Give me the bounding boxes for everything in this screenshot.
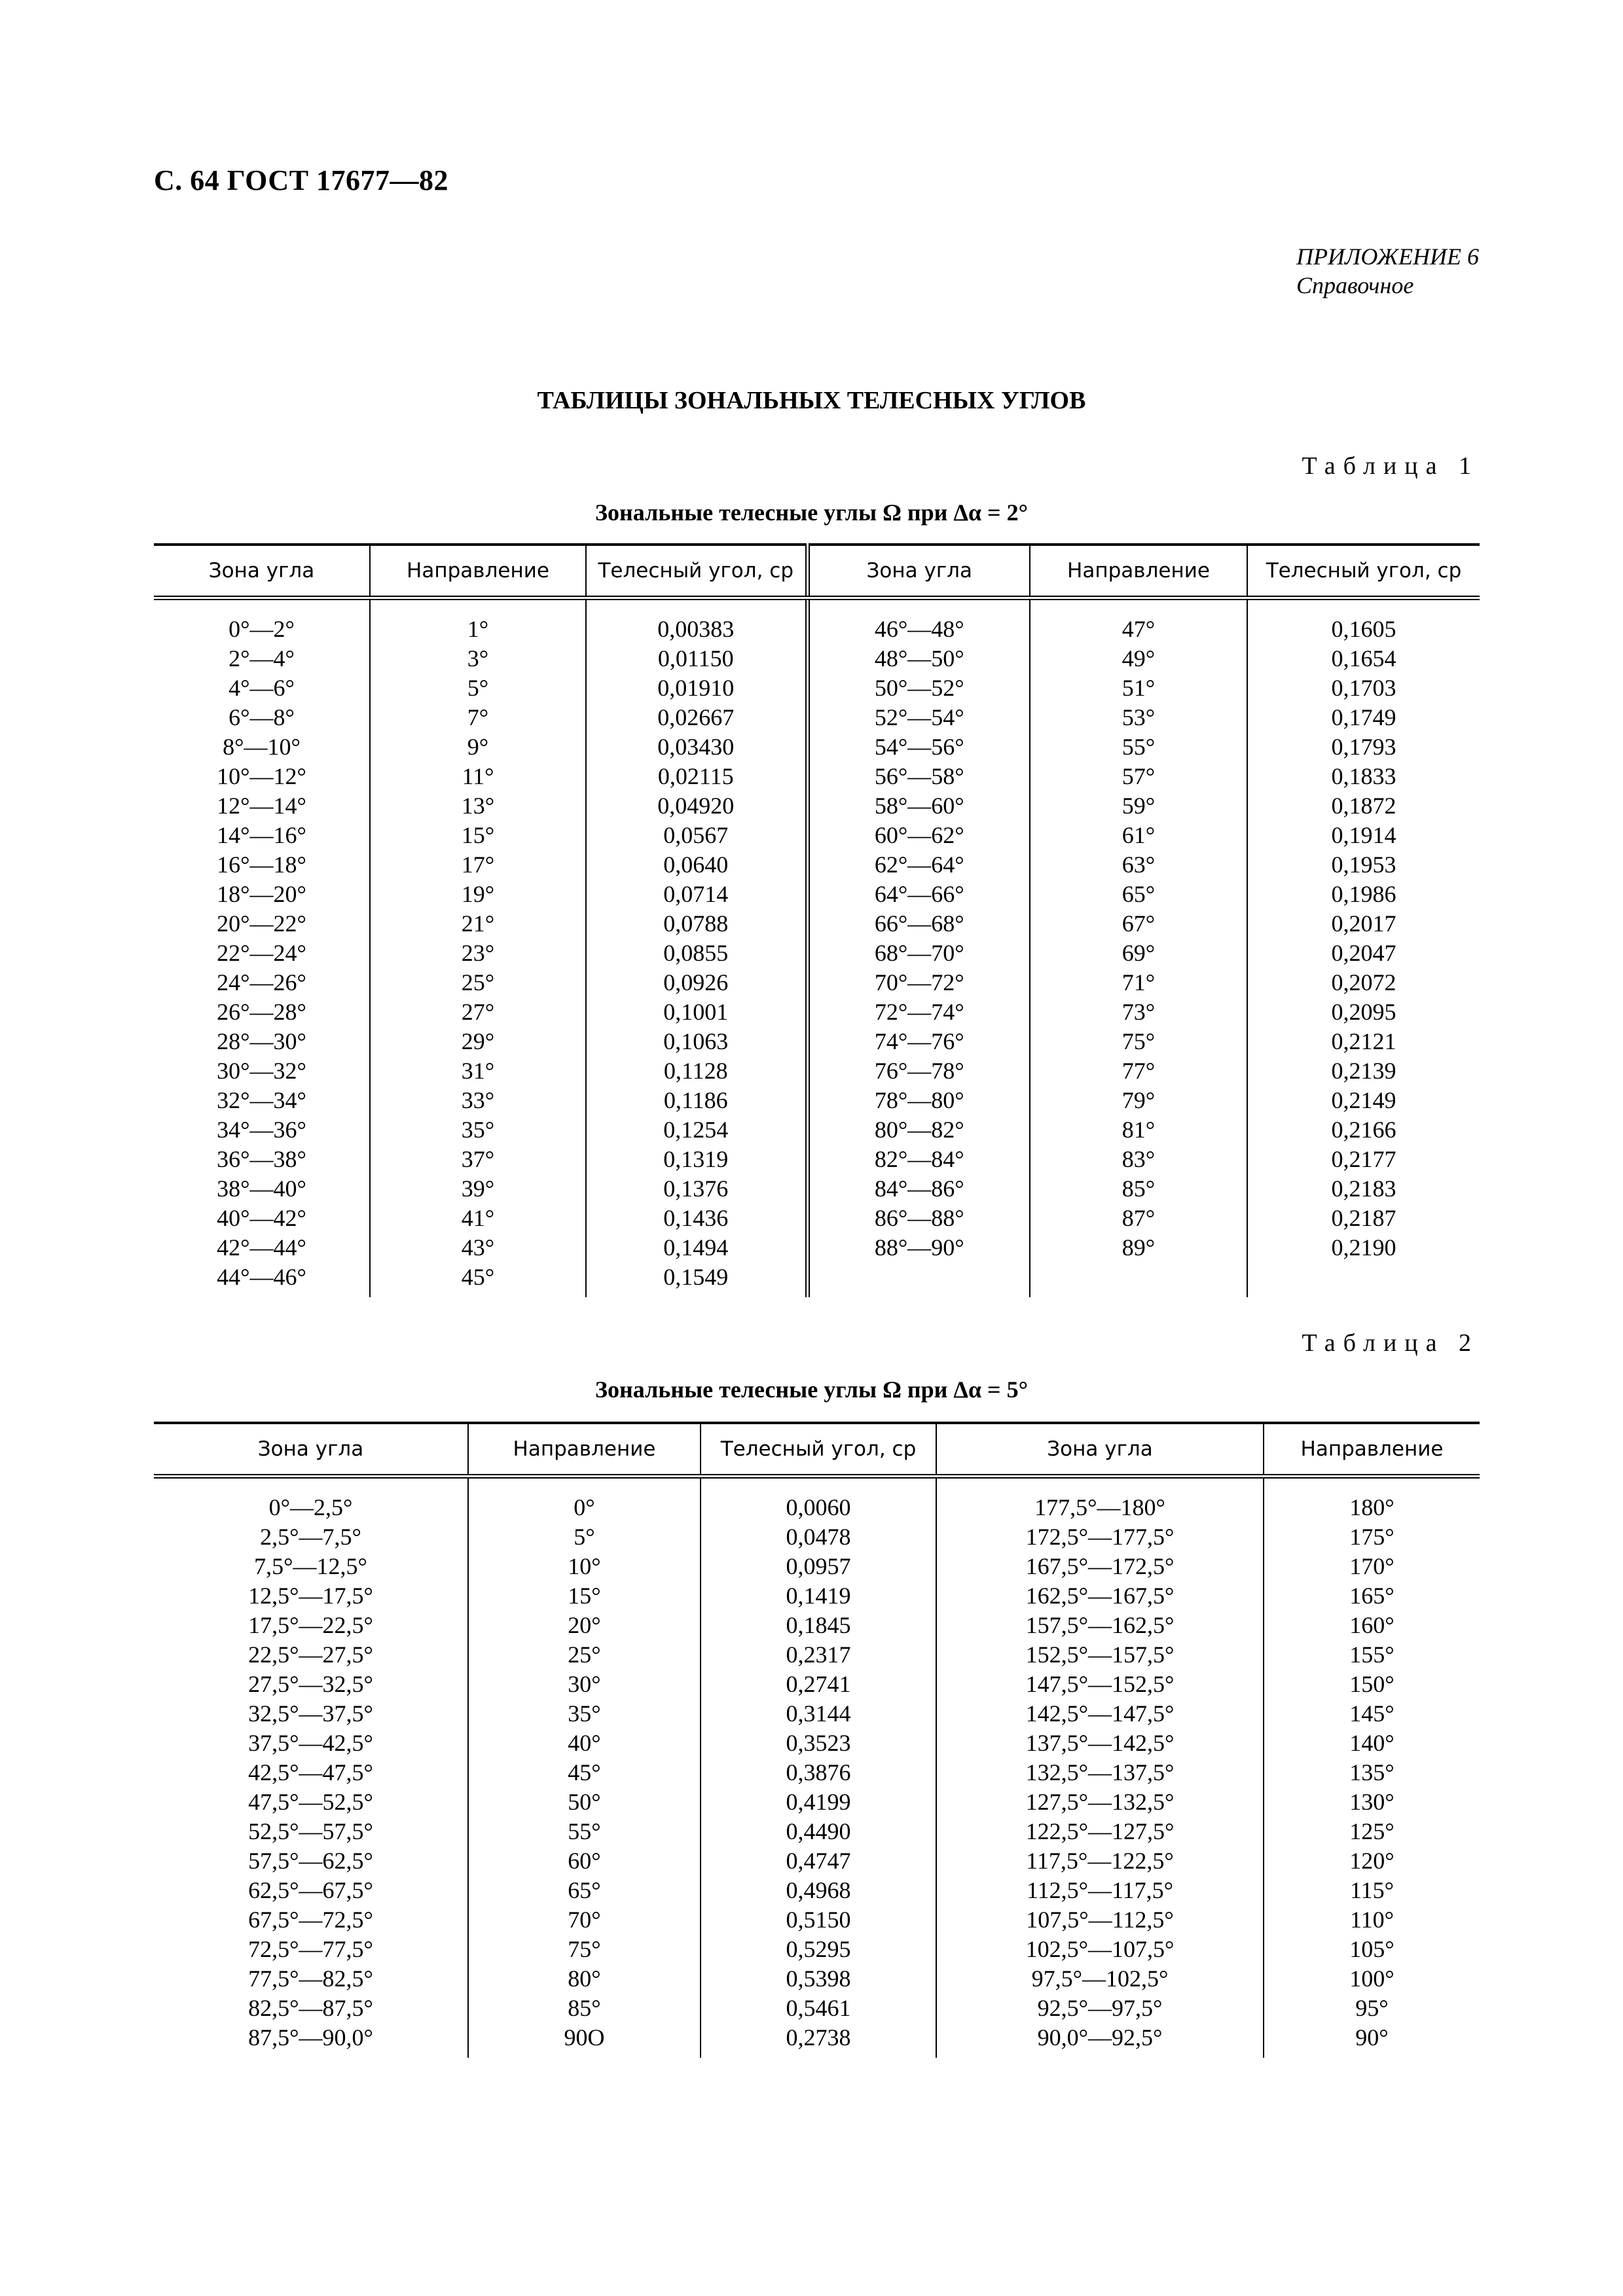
table-row — [154, 1935, 1480, 1964]
table-row — [154, 1964, 1480, 1994]
table-cell: 167,5°—172,5° — [936, 1552, 1264, 1581]
table-cell: 95° — [1264, 1994, 1480, 2023]
table2-header-cell: Направление — [1264, 1423, 1480, 1477]
table-cell: 127,5°—132,5° — [936, 1787, 1264, 1817]
table-cell: 112,5°—117,5° — [936, 1876, 1264, 1905]
table-cell: 30° — [468, 1670, 701, 1699]
table-row — [154, 598, 1480, 645]
table2-label: Таблица 2 — [1302, 1329, 1479, 1357]
table-cell: 0,2072 — [1247, 968, 1480, 997]
table-row — [154, 1787, 1480, 1817]
table-cell: 52,5°—57,5° — [248, 1818, 373, 1844]
main-title: ТАБЛИЦЫ ЗОНАЛЬНЫХ ТЕЛЕСНЫХ УГЛОВ — [537, 387, 1086, 414]
table-row — [154, 1552, 1480, 1581]
table-cell: 70° — [468, 1905, 701, 1935]
table-cell: 41° — [370, 1204, 586, 1233]
table-cell — [1030, 1263, 1247, 1297]
table-row — [154, 1477, 1480, 1523]
table-cell: 0,02115 — [586, 762, 807, 791]
table-cell: 73° — [1030, 997, 1247, 1027]
table-cell: 62,5°—67,5° — [248, 1877, 373, 1903]
table-cell: 89° — [1030, 1233, 1247, 1263]
table-cell: 0,4968 — [701, 1876, 936, 1905]
table-cell: 42°—44° — [217, 1234, 306, 1261]
table-row — [154, 1699, 1480, 1729]
table-cell: 58°—60° — [807, 791, 1030, 821]
table-cell: 25° — [370, 968, 586, 997]
table-cell: 0,4747 — [701, 1846, 936, 1876]
table-cell: 21° — [370, 909, 586, 939]
table-cell: 65° — [468, 1876, 701, 1905]
table-cell: 0,1001 — [586, 997, 807, 1027]
table-cell: 56°—58° — [807, 762, 1030, 791]
table-cell: 0°—2,5° — [268, 1494, 353, 1520]
table-row — [154, 1056, 1480, 1086]
table-cell: 63° — [1030, 850, 1247, 880]
table-cell: 6°—8° — [228, 704, 295, 730]
table-cell: 36°—38° — [217, 1146, 306, 1172]
table-cell: 10°—12° — [217, 763, 306, 789]
table-cell: 69° — [1030, 939, 1247, 968]
table-cell: 5° — [370, 673, 586, 703]
table-cell: 0,5295 — [701, 1935, 936, 1964]
table-row — [154, 1263, 1480, 1297]
page-reference: С. 64 ГОСТ 17677—82 — [154, 164, 449, 196]
table-cell: 142,5°—147,5° — [936, 1699, 1264, 1729]
table-row — [154, 880, 1480, 909]
table-cell: 37,5°—42,5° — [248, 1730, 373, 1756]
table-row — [154, 1581, 1480, 1611]
table-cell: 0,2738 — [701, 2023, 936, 2058]
table-cell: 13° — [370, 791, 586, 821]
table-cell: 60°—62° — [807, 821, 1030, 850]
table-cell: 0,0788 — [586, 909, 807, 939]
table-cell: 72,5°—77,5° — [248, 1936, 373, 1962]
table-cell: 0,3144 — [701, 1699, 936, 1729]
table-row — [154, 1115, 1480, 1145]
table-row — [154, 1027, 1480, 1056]
table-row — [154, 1758, 1480, 1787]
table-row — [154, 1670, 1480, 1699]
table-cell: 15° — [468, 1581, 701, 1611]
table-cell: 110° — [1264, 1905, 1480, 1935]
table-cell: 107,5°—112,5° — [936, 1905, 1264, 1935]
table-cell: 0,0957 — [701, 1552, 936, 1581]
table-cell: 0,02667 — [586, 703, 807, 732]
table-cell: 14°—16° — [217, 822, 306, 848]
table-row — [154, 673, 1480, 703]
table-row — [154, 1522, 1480, 1552]
table-row — [154, 732, 1480, 762]
table-cell: 135° — [1264, 1758, 1480, 1787]
table-cell: 4°—6° — [228, 675, 295, 701]
table-cell: 90,0°—92,5° — [936, 2023, 1264, 2058]
table-cell: 40°—42° — [217, 1205, 306, 1231]
table1-caption: Зональные телесные углы Ω при Δα = 2° — [595, 499, 1028, 526]
table-cell: 0,00383 — [586, 598, 807, 645]
table-cell: 84°—86° — [807, 1174, 1030, 1204]
table-cell: 0,0926 — [586, 968, 807, 997]
table-cell: 0,1872 — [1247, 791, 1480, 821]
table-cell: 0,1254 — [586, 1115, 807, 1145]
table-cell: 30°—32° — [217, 1058, 306, 1084]
table-cell: 75° — [1030, 1027, 1247, 1056]
table-cell: 160° — [1264, 1611, 1480, 1640]
table-cell: 2°—4° — [228, 645, 295, 672]
table-cell: 0,1494 — [586, 1233, 807, 1263]
table-cell: 20° — [468, 1611, 701, 1640]
table-cell: 27,5°—32,5° — [248, 1671, 373, 1697]
table-cell: 78°—80° — [807, 1086, 1030, 1115]
table-cell: 77° — [1030, 1056, 1247, 1086]
table-row — [154, 1611, 1480, 1640]
table-cell: 57,5°—62,5° — [248, 1848, 373, 1874]
table-cell: 17° — [370, 850, 586, 880]
table-cell: 87° — [1030, 1204, 1247, 1233]
table-cell: 157,5°—162,5° — [936, 1611, 1264, 1640]
table-row — [154, 791, 1480, 821]
table-cell: 0,03430 — [586, 732, 807, 762]
table-cell: 64°—66° — [807, 880, 1030, 909]
table1-header-cell: Зона угла — [807, 545, 1030, 598]
table-cell: 25° — [468, 1640, 701, 1670]
table-cell: 33° — [370, 1086, 586, 1115]
table-cell: 61° — [1030, 821, 1247, 850]
table-cell: 137,5°—142,5° — [936, 1729, 1264, 1758]
table-row — [154, 1233, 1480, 1263]
table1 — [154, 543, 1480, 1297]
table-cell: 0,2047 — [1247, 939, 1480, 968]
table-cell: 170° — [1264, 1552, 1480, 1581]
table-cell: 0,1833 — [1247, 762, 1480, 791]
table-cell: 29° — [370, 1027, 586, 1056]
table-cell: 20°—22° — [217, 910, 306, 937]
table-cell: 72°—74° — [807, 997, 1030, 1027]
table-cell: 145° — [1264, 1699, 1480, 1729]
table-row — [154, 2023, 1480, 2058]
table-cell: 0,1986 — [1247, 880, 1480, 909]
table-cell: 86°—88° — [807, 1204, 1030, 1233]
table-cell: 67° — [1030, 909, 1247, 939]
table1-label: Таблица 1 — [1302, 452, 1479, 480]
table-row — [154, 1086, 1480, 1115]
table-cell: 50° — [468, 1787, 701, 1817]
table-cell: 65° — [1030, 880, 1247, 909]
table-cell: 0°—2° — [228, 616, 295, 642]
table-cell: 38°—40° — [217, 1175, 306, 1202]
table1-header-cell: Направление — [370, 545, 586, 598]
table-cell: 0,5150 — [701, 1905, 936, 1935]
table-cell: 102,5°—107,5° — [936, 1935, 1264, 1964]
table-cell: 81° — [1030, 1115, 1247, 1145]
table-cell: 23° — [370, 939, 586, 968]
table-cell: 0,1549 — [586, 1263, 807, 1297]
table-cell: 175° — [1264, 1522, 1480, 1552]
table-cell: 147,5°—152,5° — [936, 1670, 1264, 1699]
table-cell: 57° — [1030, 762, 1247, 791]
table-cell: 35° — [370, 1115, 586, 1145]
table-cell: 0,1793 — [1247, 732, 1480, 762]
table-row — [154, 939, 1480, 968]
table-cell: 0,2095 — [1247, 997, 1480, 1027]
table-cell: 117,5°—122,5° — [936, 1846, 1264, 1876]
table-cell: 0,1436 — [586, 1204, 807, 1233]
table-cell: 0,1063 — [586, 1027, 807, 1056]
table-cell: 50°—52° — [807, 673, 1030, 703]
table-cell: 79° — [1030, 1086, 1247, 1115]
table-cell: 68°—70° — [807, 939, 1030, 968]
table-cell: 82°—84° — [807, 1145, 1030, 1174]
table-cell: 26°—28° — [217, 999, 306, 1025]
table-cell: 0,2121 — [1247, 1027, 1480, 1056]
table-cell: 85° — [468, 1994, 701, 2023]
table-cell: 12°—14° — [217, 793, 306, 819]
table-cell — [1247, 1263, 1480, 1297]
table-cell: 62°—64° — [807, 850, 1030, 880]
table-row — [154, 997, 1480, 1027]
appendix-title: ПРИЛОЖЕНИЕ 6 — [1296, 243, 1479, 270]
table-cell: 88°—90° — [807, 1233, 1030, 1263]
table-cell: 42,5°—47,5° — [248, 1759, 373, 1785]
table-cell: 45° — [370, 1263, 586, 1297]
table-row — [154, 968, 1480, 997]
table-cell: 115° — [1264, 1876, 1480, 1905]
table-cell: 0,0478 — [701, 1522, 936, 1552]
table-cell: 105° — [1264, 1935, 1480, 1964]
appendix-block — [1296, 242, 1479, 300]
table-cell: 77,5°—82,5° — [248, 1965, 373, 1992]
table-cell: 55° — [468, 1817, 701, 1846]
table-cell: 44°—46° — [217, 1264, 306, 1290]
table-cell: 67,5°—72,5° — [248, 1907, 373, 1933]
table-cell: 155° — [1264, 1640, 1480, 1670]
table-cell: 19° — [370, 880, 586, 909]
table-row — [154, 850, 1480, 880]
table-cell: 0,04920 — [586, 791, 807, 821]
table-cell: 150° — [1264, 1670, 1480, 1699]
table-cell: 0,0855 — [586, 939, 807, 968]
table2-caption: Зональные телесные углы Ω при Δα = 5° — [595, 1376, 1028, 1403]
table-cell: 18°—20° — [217, 881, 306, 907]
table-row — [154, 909, 1480, 939]
table-cell: 152,5°—157,5° — [936, 1640, 1264, 1670]
table-cell: 97,5°—102,5° — [936, 1964, 1264, 1994]
table1-header-cell: Направление — [1030, 545, 1247, 598]
table1-header-cell: Зона угла — [154, 545, 370, 598]
table-cell: 0,1186 — [586, 1086, 807, 1115]
table-cell: 0,0714 — [586, 880, 807, 909]
table-row — [154, 821, 1480, 850]
table-cell: 85° — [1030, 1174, 1247, 1204]
table-cell: 0,2741 — [701, 1670, 936, 1699]
table-cell: 0,2190 — [1247, 1233, 1480, 1263]
table-cell: 45° — [468, 1758, 701, 1787]
table-cell: 17,5°—22,5° — [248, 1612, 373, 1638]
table-row — [154, 1846, 1480, 1876]
table-cell: 75° — [468, 1935, 701, 1964]
table-cell: 0,2177 — [1247, 1145, 1480, 1174]
table-cell: 87,5°—90,0° — [248, 2024, 373, 2051]
table-row — [154, 1817, 1480, 1846]
table-cell: 90О — [468, 2023, 701, 2058]
table-cell: 132,5°—137,5° — [936, 1758, 1264, 1787]
table2-header-cell: Зона угла — [154, 1423, 468, 1477]
table-cell: 49° — [1030, 644, 1247, 673]
table-cell: 0,1845 — [701, 1611, 936, 1640]
table-cell: 0,01150 — [586, 644, 807, 673]
table-cell: 0,3523 — [701, 1729, 936, 1758]
table-cell: 70°—72° — [807, 968, 1030, 997]
table-cell: 27° — [370, 997, 586, 1027]
table-cell: 55° — [1030, 732, 1247, 762]
table-row — [154, 1905, 1480, 1935]
table-cell: 0,1914 — [1247, 821, 1480, 850]
table-cell: 47,5°—52,5° — [248, 1789, 373, 1815]
table-row — [154, 1729, 1480, 1758]
table-cell: 83° — [1030, 1145, 1247, 1174]
table-cell: 0,0567 — [586, 821, 807, 850]
table-cell: 15° — [370, 821, 586, 850]
table-row — [154, 1145, 1480, 1174]
table-cell: 0,1703 — [1247, 673, 1480, 703]
table-cell: 0,1376 — [586, 1174, 807, 1204]
table-cell: 0,5398 — [701, 1964, 936, 1994]
table-cell: 39° — [370, 1174, 586, 1204]
table-cell: 0,2149 — [1247, 1086, 1480, 1115]
table-cell: 122,5°—127,5° — [936, 1817, 1264, 1846]
table-cell: 0,1953 — [1247, 850, 1480, 880]
table-cell: 0,2139 — [1247, 1056, 1480, 1086]
table-cell: 0,3876 — [701, 1758, 936, 1787]
table-cell: 172,5°—177,5° — [936, 1522, 1264, 1552]
table-cell: 100° — [1264, 1964, 1480, 1994]
table-cell: 125° — [1264, 1817, 1480, 1846]
table-cell: 76°—78° — [807, 1056, 1030, 1086]
table-row — [154, 1994, 1480, 2023]
table2-header-cell: Телесный угол, ср — [701, 1423, 936, 1477]
table-cell: 0,5461 — [701, 1994, 936, 2023]
table-cell: 43° — [370, 1233, 586, 1263]
table-cell: 16°—18° — [217, 852, 306, 878]
table-cell: 0,4490 — [701, 1817, 936, 1846]
table-cell: 71° — [1030, 968, 1247, 997]
table-cell: 92,5°—97,5° — [936, 1994, 1264, 2023]
table-cell: 0,2017 — [1247, 909, 1480, 939]
table-cell: 53° — [1030, 703, 1247, 732]
table-cell: 74°—76° — [807, 1027, 1030, 1056]
table-cell: 0,1654 — [1247, 644, 1480, 673]
table-cell: 165° — [1264, 1581, 1480, 1611]
table-cell: 7,5°—12,5° — [254, 1553, 367, 1579]
table-cell: 12,5°—17,5° — [248, 1583, 373, 1609]
table-row — [154, 1876, 1480, 1905]
table-cell: 3° — [370, 644, 586, 673]
table-cell: 0,2166 — [1247, 1115, 1480, 1145]
table-cell: 0,2317 — [701, 1640, 936, 1670]
table1-header-cell: Телесный угол, ср — [586, 545, 807, 598]
table-cell: 130° — [1264, 1787, 1480, 1817]
table2-header-row — [154, 1423, 1480, 1477]
table-cell: 40° — [468, 1729, 701, 1758]
table-row — [154, 1204, 1480, 1233]
table-cell: 7° — [370, 703, 586, 732]
table-cell: 51° — [1030, 673, 1247, 703]
table-cell: 0,0640 — [586, 850, 807, 880]
table-cell: 0,0060 — [701, 1477, 936, 1523]
table-cell: 5° — [468, 1522, 701, 1552]
table-cell: 180° — [1264, 1477, 1480, 1523]
table-row — [154, 703, 1480, 732]
table-cell: 140° — [1264, 1729, 1480, 1758]
table-cell: 2,5°—7,5° — [260, 1524, 361, 1550]
table-cell: 177,5°—180° — [936, 1477, 1264, 1523]
table-cell: 31° — [370, 1056, 586, 1086]
table-cell: 8°—10° — [223, 734, 301, 760]
table-cell: 54°—56° — [807, 732, 1030, 762]
appendix-subtitle: Справочное — [1296, 272, 1414, 298]
table-cell: 0,2187 — [1247, 1204, 1480, 1233]
table-cell: 80° — [468, 1964, 701, 1994]
table-cell: 0,1419 — [701, 1581, 936, 1611]
table-cell: 59° — [1030, 791, 1247, 821]
table-cell: 48°—50° — [807, 644, 1030, 673]
table-row — [154, 762, 1480, 791]
table-cell: 24°—26° — [217, 969, 306, 996]
table-cell: 90° — [1264, 2023, 1480, 2058]
table-row — [154, 1640, 1480, 1670]
table1-header-row — [154, 545, 1480, 598]
table-cell: 52°—54° — [807, 703, 1030, 732]
table-cell: 28°—30° — [217, 1028, 306, 1054]
table-cell: 0,1319 — [586, 1145, 807, 1174]
table-cell: 32°—34° — [217, 1087, 306, 1113]
table-cell: 82,5°—87,5° — [248, 1995, 373, 2021]
table-cell: 46°—48° — [807, 598, 1030, 645]
table-cell — [807, 1263, 1030, 1297]
table-cell: 0,1605 — [1247, 598, 1480, 645]
table-cell: 0,1749 — [1247, 703, 1480, 732]
table-cell: 22,5°—27,5° — [248, 1641, 373, 1668]
table-cell: 0,2183 — [1247, 1174, 1480, 1204]
table-cell: 10° — [468, 1552, 701, 1581]
table-cell: 60° — [468, 1846, 701, 1876]
table-cell: 37° — [370, 1145, 586, 1174]
table2-header-cell: Направление — [468, 1423, 701, 1477]
table-cell: 0,1128 — [586, 1056, 807, 1086]
table-cell: 0,4199 — [701, 1787, 936, 1817]
table-cell: 1° — [370, 598, 586, 645]
table-cell: 22°—24° — [217, 940, 306, 966]
table-cell: 34°—36° — [217, 1117, 306, 1143]
table-cell: 66°—68° — [807, 909, 1030, 939]
table1-header-cell: Телесный угол, ср — [1247, 545, 1480, 598]
table-cell: 47° — [1030, 598, 1247, 645]
table-cell: 0° — [468, 1477, 701, 1523]
table-cell: 0,01910 — [586, 673, 807, 703]
table2-header-cell: Зона угла — [936, 1423, 1264, 1477]
table2 — [154, 1422, 1480, 2058]
table-row — [154, 1174, 1480, 1204]
table-cell: 9° — [370, 732, 586, 762]
table-cell: 120° — [1264, 1846, 1480, 1876]
table-row — [154, 644, 1480, 673]
table-cell: 35° — [468, 1699, 701, 1729]
table-cell: 162,5°—167,5° — [936, 1581, 1264, 1611]
table-cell: 11° — [370, 762, 586, 791]
table-cell: 32,5°—37,5° — [248, 1700, 373, 1727]
table-cell: 80°—82° — [807, 1115, 1030, 1145]
